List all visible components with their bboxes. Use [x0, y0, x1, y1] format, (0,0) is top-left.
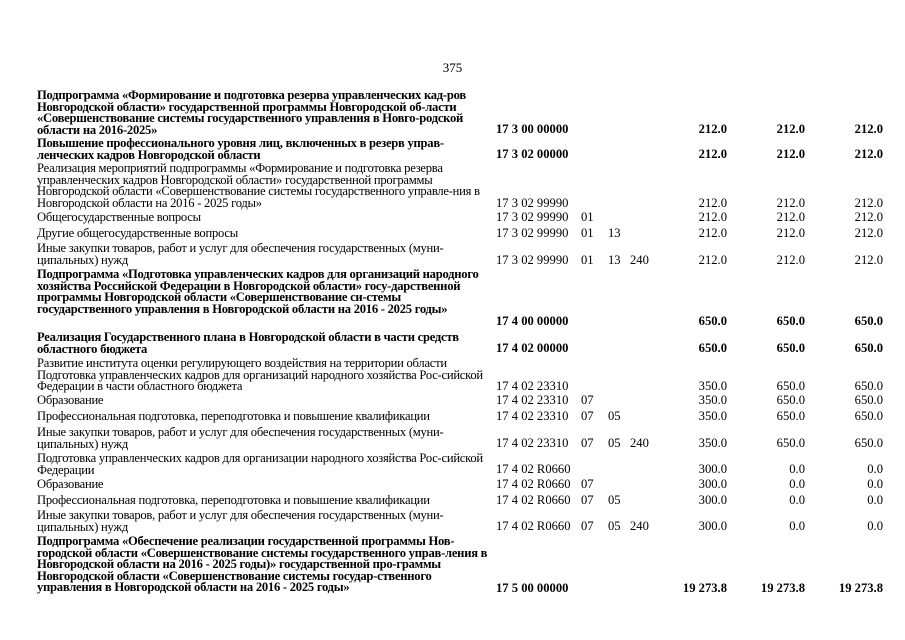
row-name: Образование — [37, 477, 104, 491]
row-value-1: 212.0 — [698, 196, 727, 210]
row-value-3: 650.0 — [854, 436, 883, 450]
row-name: Образование — [37, 393, 104, 407]
row-code: 17 3 02 99990 — [496, 210, 569, 224]
row-code: 17 4 02 00000 — [496, 341, 569, 355]
row-expense-type: 240 — [630, 436, 649, 450]
row-value-2: 650.0 — [776, 314, 805, 328]
row-section: 07 — [581, 409, 594, 423]
row-name: Иные закупки товаров, работ и услуг для обеспечения государственных (муни-ципальных) нужд — [37, 425, 444, 451]
row-expense-type: 240 — [630, 519, 649, 533]
row-code: 17 4 02 23310 — [496, 436, 569, 450]
row-section: 01 — [581, 210, 594, 224]
row-code: 17 3 02 99990 — [496, 196, 569, 210]
row-value-2: 650.0 — [776, 341, 805, 355]
row-code: 17 4 00 00000 — [496, 314, 569, 328]
row-code: 17 3 02 99990 — [496, 253, 569, 267]
row-value-1: 300.0 — [698, 462, 727, 476]
row-name: Профессиональная подготовка, переподготовка и повышение квалификации — [37, 493, 430, 507]
row-value-1: 212.0 — [698, 122, 727, 136]
row-name: Иные закупки товаров, работ и услуг для обеспечения государственных (муни-ципальных) нужд — [37, 508, 444, 534]
row-value-3: 212.0 — [854, 253, 883, 267]
row-value-2: 0.0 — [789, 462, 805, 476]
row-name: Общегосударственные вопросы — [37, 210, 201, 224]
row-value-1: 350.0 — [698, 379, 727, 393]
row-value-2: 19 273.8 — [760, 581, 805, 595]
row-section: 07 — [581, 477, 594, 491]
row-code: 17 4 02 23310 — [496, 393, 569, 407]
row-value-3: 650.0 — [854, 409, 883, 423]
row-code: 17 3 02 00000 — [496, 147, 569, 161]
row-code: 17 4 02 R0660 — [496, 493, 571, 507]
row-value-1: 350.0 — [698, 436, 727, 450]
row-value-2: 0.0 — [789, 477, 805, 491]
row-section: 01 — [581, 253, 594, 267]
row-code: 17 4 02 R0660 — [496, 477, 571, 491]
row-value-3: 650.0 — [854, 379, 883, 393]
row-name: Подпрограмма «Обеспечение реализации государственной программы Нов-городской области «Совершенствование системы государственного управ-ления в Новгородской области на 2016 - 2025 годы)» государственной про-граммы Новгородской области «Совершенствование системы государ-ственного управления в Новгородской области на 2016 - 2025 годы» — [37, 534, 488, 594]
row-value-1: 350.0 — [698, 409, 727, 423]
row-code: 17 4 02 R0660 — [496, 519, 571, 533]
row-name: Подпрограмма «Подготовка управленческих кадров для организаций народного хозяйства Российской Федерации в Новгородской области» госу-дарственной программы Новгородской области «Совершенствование си-стемы государственного управления в Новгородской области на 2016 - 2025 годы» — [37, 267, 479, 316]
row-value-2: 0.0 — [789, 519, 805, 533]
row-value-3: 212.0 — [854, 122, 883, 136]
row-name: Иные закупки товаров, работ и услуг для обеспечения государственных (муни-ципальных) нужд — [37, 241, 444, 267]
row-value-3: 0.0 — [867, 519, 883, 533]
row-subsection: 13 — [608, 226, 621, 240]
row-subsection: 13 — [608, 253, 621, 267]
row-value-1: 19 273.8 — [682, 581, 727, 595]
page-number: 375 — [442, 60, 463, 75]
row-value-1: 212.0 — [698, 226, 727, 240]
row-value-3: 650.0 — [854, 393, 883, 407]
row-value-3: 19 273.8 — [838, 581, 883, 595]
row-section: 01 — [581, 226, 594, 240]
row-value-3: 0.0 — [867, 477, 883, 491]
row-value-2: 650.0 — [776, 393, 805, 407]
row-code: 17 3 00 00000 — [496, 122, 569, 136]
row-value-1: 212.0 — [698, 147, 727, 161]
row-code: 17 5 00 00000 — [496, 581, 569, 595]
row-value-2: 212.0 — [776, 147, 805, 161]
row-code: 17 4 02 R0660 — [496, 462, 571, 476]
row-value-3: 650.0 — [854, 341, 883, 355]
row-subsection: 05 — [608, 409, 621, 423]
row-value-2: 212.0 — [776, 226, 805, 240]
row-expense-type: 240 — [630, 253, 649, 267]
row-name: Другие общегосударственные вопросы — [37, 226, 238, 240]
row-value-1: 212.0 — [698, 210, 727, 224]
row-value-2: 212.0 — [776, 210, 805, 224]
row-section: 07 — [581, 393, 594, 407]
row-value-1: 350.0 — [698, 393, 727, 407]
row-value-3: 212.0 — [854, 147, 883, 161]
row-subsection: 05 — [608, 436, 621, 450]
row-code: 17 4 02 23310 — [496, 409, 569, 423]
row-value-3: 650.0 — [854, 314, 883, 328]
row-section: 07 — [581, 519, 594, 533]
row-code: 17 4 02 23310 — [496, 379, 569, 393]
row-value-1: 300.0 — [698, 519, 727, 533]
row-name: Развитие института оценки регулирующего воздействия на территории области Подготовка управленческих кадров для организаций народного хозяйства Рос-сийской Федерации в части областного бюджета — [37, 356, 483, 393]
row-value-1: 650.0 — [698, 341, 727, 355]
row-value-2: 212.0 — [776, 196, 805, 210]
row-section: 07 — [581, 493, 594, 507]
row-section: 07 — [581, 436, 594, 450]
row-value-3: 212.0 — [854, 210, 883, 224]
row-value-2: 212.0 — [776, 253, 805, 267]
row-value-2: 0.0 — [789, 493, 805, 507]
row-value-3: 0.0 — [867, 493, 883, 507]
row-name: Подпрограмма «Формирование и подготовка резерва управленческих кад-ров Новгородской области» государственной программы Новгородской об-ласти «Совершенствование системы государственного управления в Новго-родской области на 2016-2025» — [37, 88, 466, 137]
row-code: 17 3 02 99990 — [496, 226, 569, 240]
row-value-2: 650.0 — [776, 436, 805, 450]
row-subsection: 05 — [608, 493, 621, 507]
row-value-3: 212.0 — [854, 196, 883, 210]
row-value-1: 650.0 — [698, 314, 727, 328]
row-name: Повышение профессионального уровня лиц, включенных в резерв управ-ленческих кадров Новгородской области — [37, 136, 444, 162]
row-value-2: 650.0 — [776, 409, 805, 423]
row-name: Реализация Государственного плана в Новгородской области в части средств областного бюджета — [37, 330, 459, 356]
row-value-3: 212.0 — [854, 226, 883, 240]
row-value-1: 300.0 — [698, 477, 727, 491]
row-name: Профессиональная подготовка, переподготовка и повышение квалификации — [37, 409, 430, 423]
row-name: Подготовка управленческих кадров для организации народного хозяйства Рос-сийской Федерации — [37, 451, 483, 477]
row-value-2: 212.0 — [776, 122, 805, 136]
row-value-1: 212.0 — [698, 253, 727, 267]
row-name: Реализация мероприятий подпрограммы «Формирование и подготовка резерва управленческих кадров Новгородской области» государственной программы Новгородской области «Совершенствование системы государственного управле-ния в Новгородской области на 2016 - 2025 годы» — [37, 161, 480, 210]
row-value-3: 0.0 — [867, 462, 883, 476]
row-subsection: 05 — [608, 519, 621, 533]
row-value-1: 300.0 — [698, 493, 727, 507]
row-value-2: 650.0 — [776, 379, 805, 393]
